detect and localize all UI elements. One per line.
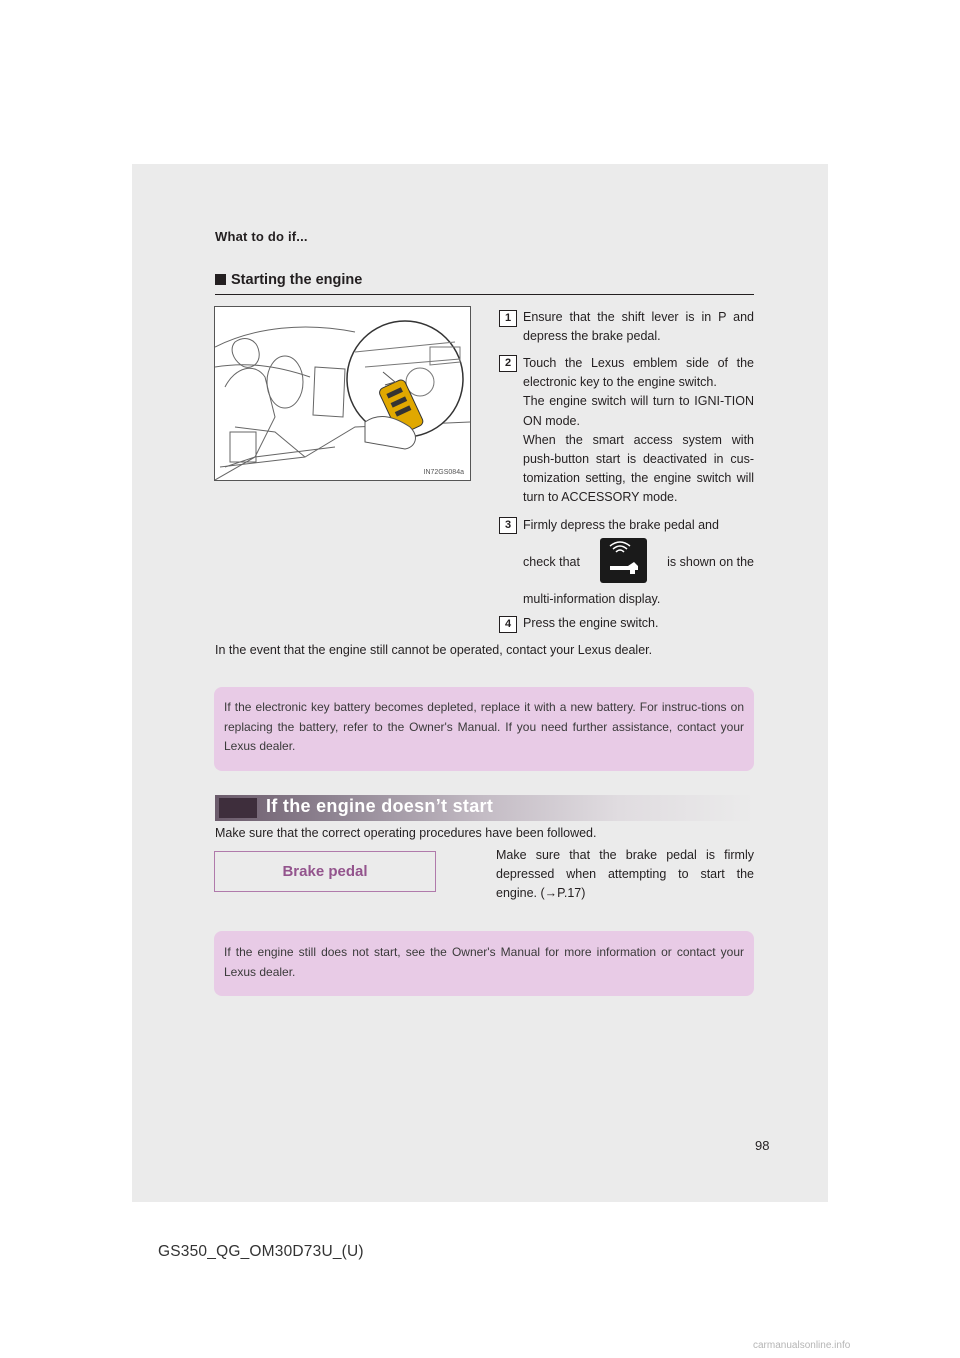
section-intro: Make sure that the correct operating procedures have been followed. [215,826,597,840]
step-2-extra-2: When the smart access system with push-button start is deactivated in cus-tomization setting, the engine switch will turn to ACCESSORY mode. [523,432,754,505]
watermark: carmanualsonline.info [753,1340,851,1351]
step-3-shown-on: is shown on the [667,555,754,570]
key-indicator-glyph [600,538,647,583]
subsection-heading [215,272,754,295]
page-number: 98 [755,1138,770,1153]
step-3-check-that: check that [523,555,580,570]
square-bullet-icon [215,274,226,285]
step-1-text [523,308,754,346]
section-header-bar [215,795,754,821]
step-number-2: 2 [499,355,517,372]
step-4-main: Press the engine switch. [523,616,659,630]
step-2-main: Touch the Lexus emblem side of the electronic key to the engine switch. [523,356,754,390]
after-steps-text: In the event that the engine still cannot be operated, contact your Lexus dealer. [215,643,653,657]
step-2-extra-1: The engine switch will turn to IGNI-TION ON mode. [523,394,754,428]
step-3-text [523,516,754,609]
driver-key-illustration [215,307,470,480]
illustration-code: IN72GS084a [423,469,464,476]
note-still-not-start: If the engine still does not start, see the Owner's Manual for more information or contact your Lexus dealer. [214,931,754,996]
brake-pedal-text: Make sure that the brake pedal is firmly depressed when attempting to start the engine. (→P.17) [496,848,754,901]
section-header-block [219,798,257,818]
footer-code: GS350_QG_OM30D73U_(U) [158,1243,364,1260]
engine-start-illustration [214,306,471,481]
step-4-text [523,614,754,633]
subsection-title: Starting the engine [231,272,363,288]
running-head: What to do if... [215,229,308,244]
step-3-line-2 [523,540,754,585]
note-battery: If the electronic key battery becomes depleted, replace it with a new battery. For instruc-tions on replacing the battery, refer to the Owner's Manual. If you need further assistance, contact your Lexus dealer. [214,687,754,771]
step-number-1: 1 [499,310,517,327]
brake-pedal-label: Brake pedal [214,851,436,892]
step-2-text [523,354,754,508]
step-3-line-1: Firmly depress the brake pedal and [523,518,719,532]
step-3-line-3: multi-information display. [523,592,661,607]
step-1-main: Ensure that the shift lever is in P and depress the brake pedal. [523,310,754,344]
step-number-3: 3 [499,517,517,534]
section-title: If the engine doesn’t start [266,796,494,816]
step-number-4: 4 [499,616,517,633]
key-in-push-start-icon [600,538,647,583]
